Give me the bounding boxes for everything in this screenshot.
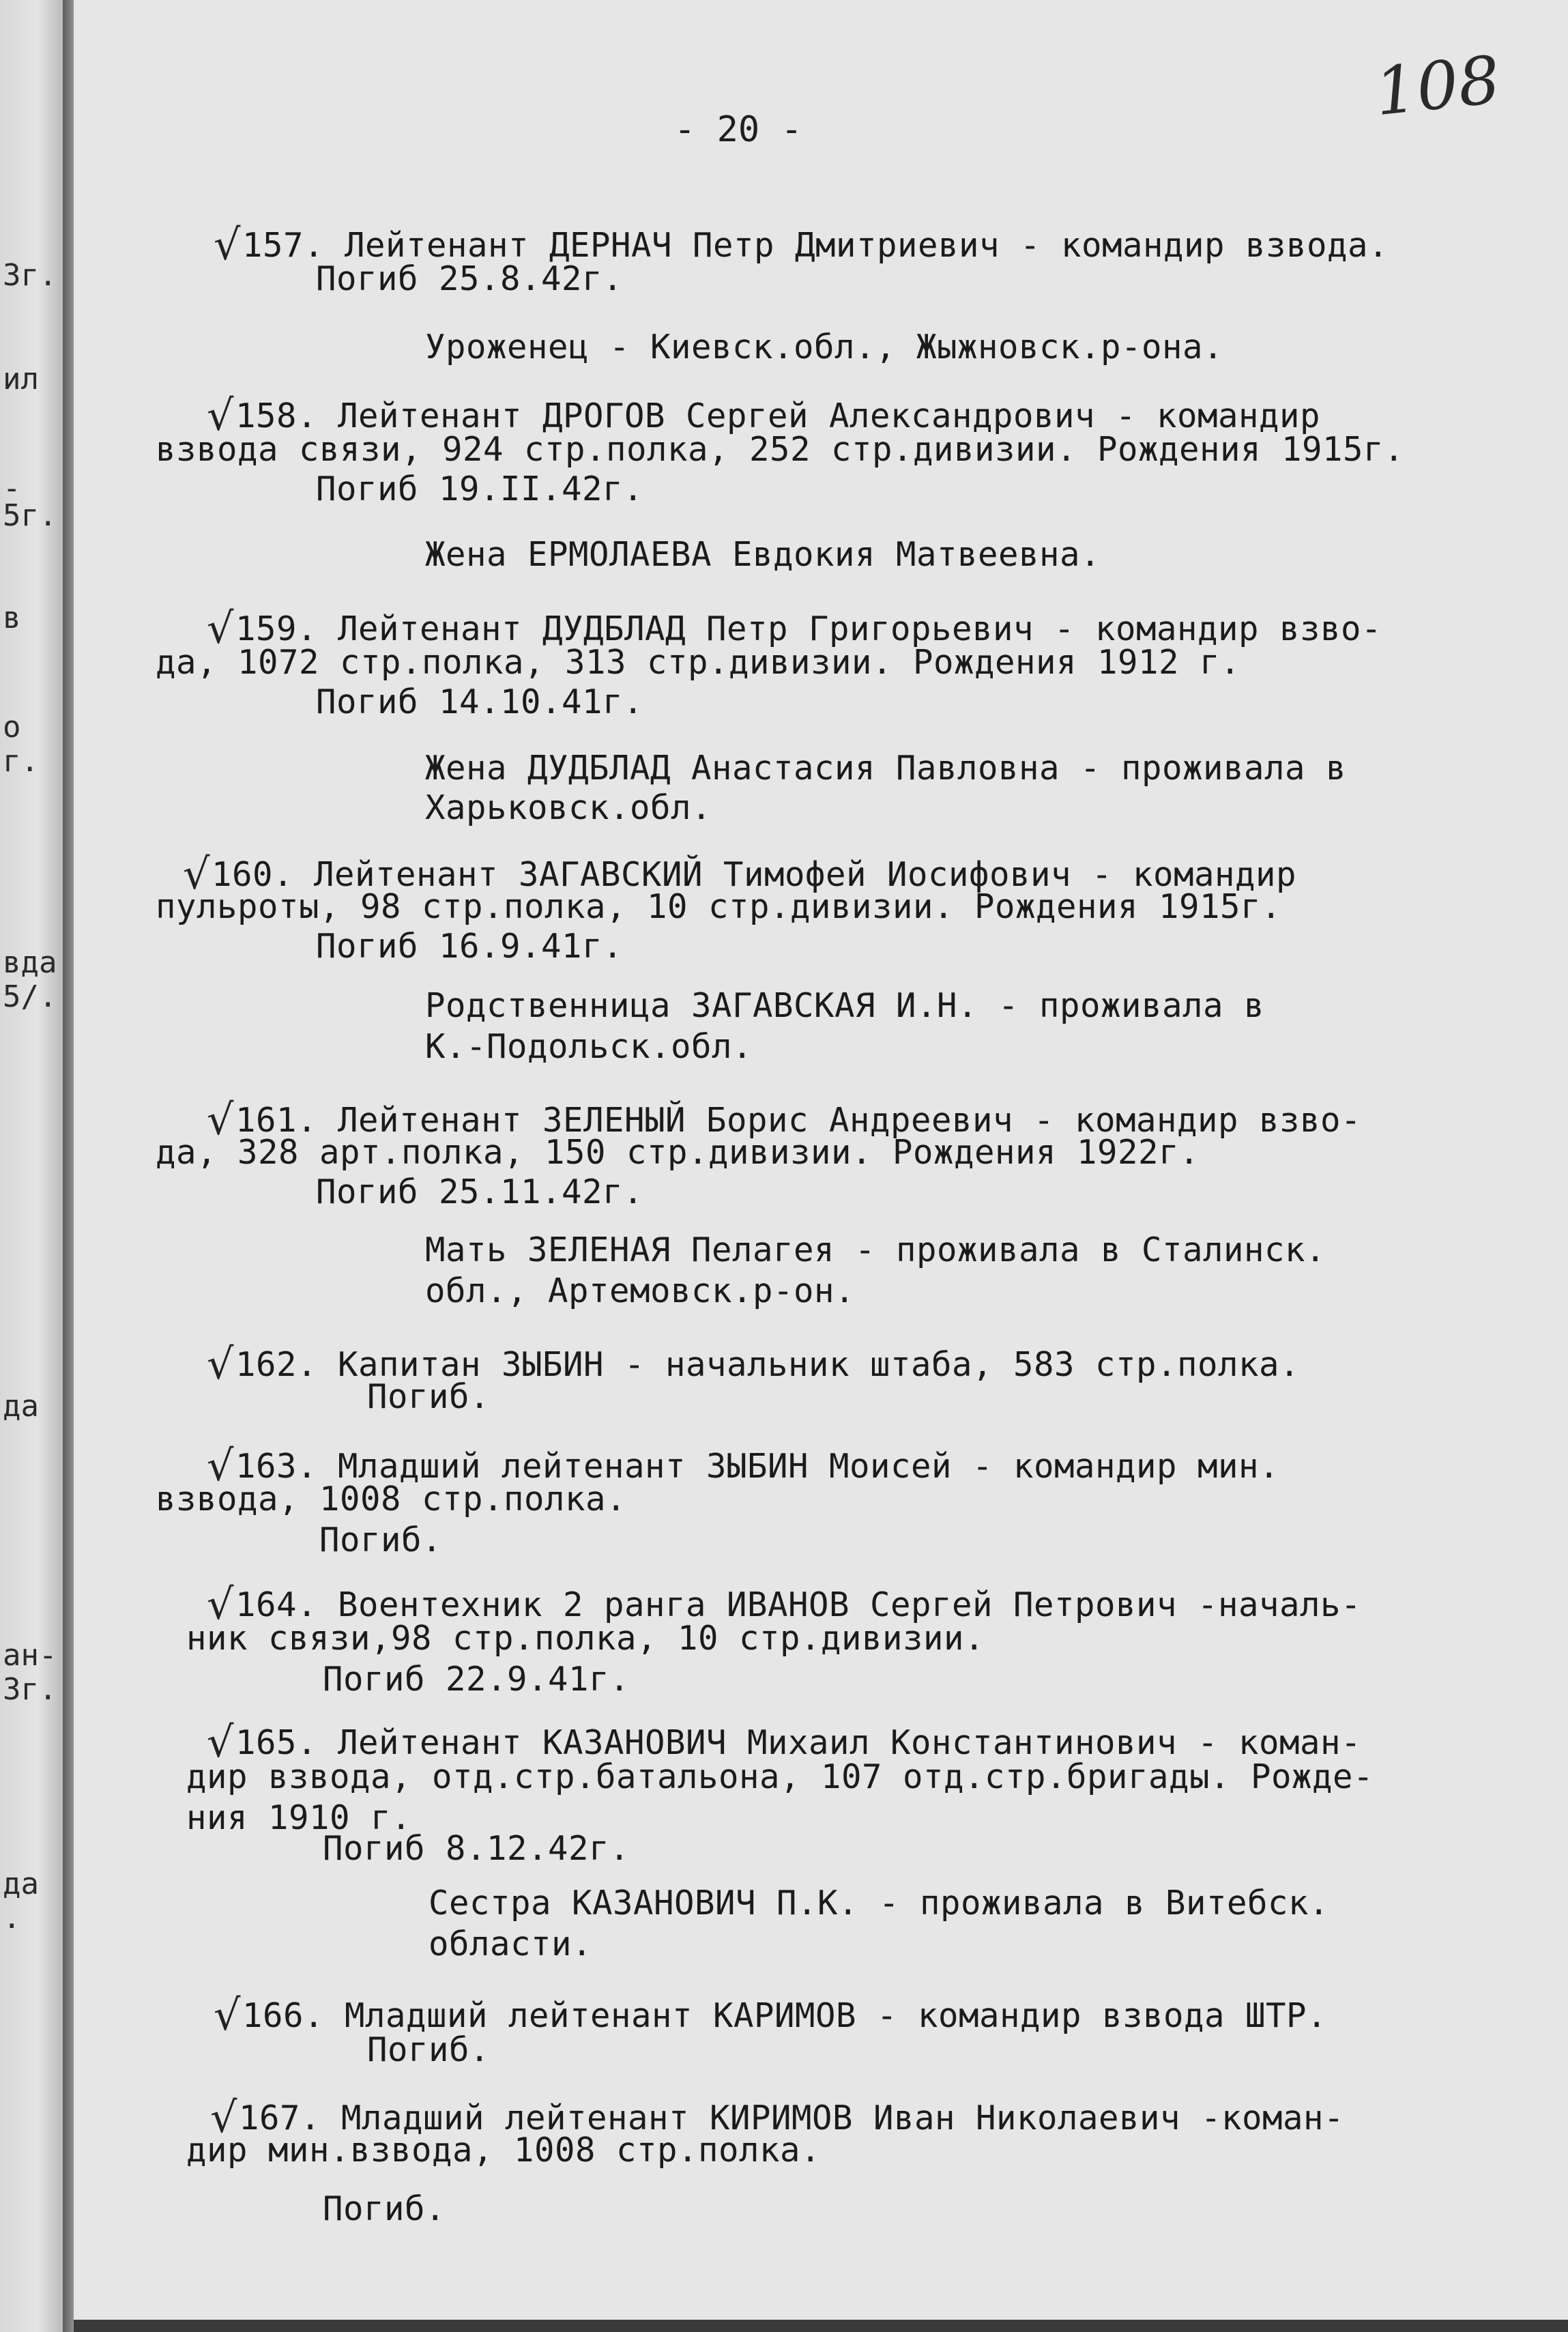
check-mark-icon: √ [214, 220, 242, 270]
entry-166-line-2: Погиб. [367, 2030, 491, 2069]
entry-160-line-3: Погиб 16.9.41г. [316, 927, 624, 966]
entry-159-note-2: Харьковск.обл. [425, 788, 712, 827]
margin-fragment: да [3, 1389, 39, 1424]
entry-157-line-2: Погиб 25.8.42г. [316, 259, 624, 298]
entry-161-note-1: Мать ЗЕЛЕНАЯ Пелагея - проживала в Сталинск. [425, 1230, 1326, 1269]
margin-fragment: 5г. [3, 498, 57, 533]
entry-161-line-3: Погиб 25.11.42г. [316, 1172, 644, 1211]
check-mark-icon: √ [207, 603, 235, 653]
entry-165-line-1: √165. Лейтенант КАЗАНОВИЧ Михаил Константинович - коман- [207, 1717, 1362, 1767]
margin-fragment: 3г. [3, 1672, 57, 1707]
margin-fragment: ан- [3, 1638, 57, 1673]
check-mark-icon: √ [214, 1990, 242, 2040]
entry-163-line-3: Погиб. [319, 1521, 443, 1559]
entry-160-note-2: К.-Подольск.обл. [425, 1027, 753, 1066]
margin-fragment: о [3, 710, 21, 745]
facing-page-edge [0, 0, 63, 2332]
check-mark-icon: √ [210, 2092, 238, 2142]
check-mark-icon: √ [207, 1441, 235, 1491]
margin-fragment: г. [3, 744, 39, 779]
margin-fragment: - [3, 471, 21, 506]
entry-157-note: Уроженец - Киевск.обл., Жыжновск.р-она. [425, 328, 1224, 366]
entry-161-line-2: да, 328 арт.полка, 150 стр.дивизии. Рождения 1922г. [156, 1133, 1200, 1172]
entry-158-note: Жена ЕРМОЛАЕВА Евдокия Матвеевна. [425, 535, 1101, 574]
entry-167-line-3: Погиб. [323, 2189, 446, 2228]
entry-164-line-2: ник связи,98 стр.полка, 10 стр.дивизии. [186, 1619, 985, 1658]
entry-163-line-2: взвода, 1008 стр.полка. [156, 1480, 627, 1518]
page-number: - 20 - [674, 109, 802, 150]
check-mark-icon: √ [207, 1579, 235, 1629]
entry-159-line-2: да, 1072 стр.полка, 313 стр.дивизии. Рождения 1912 г. [156, 643, 1241, 682]
entry-158-line-3: Погиб 19.II.42г. [316, 470, 644, 508]
entry-165-line-4: Погиб 8.12.42г. [323, 1829, 630, 1868]
entry-160-line-1: √160. Лейтенант ЗАГАВСКИЙ Тимофей Иосифович - командир [183, 849, 1297, 899]
margin-fragment: вда [3, 945, 57, 980]
entry-158-line-1: √158. Лейтенант ДРОГОВ Сергей Александрович - командир [207, 390, 1321, 440]
entry-159-line-1: √159. Лейтенант ДУДБЛАД Петр Григорьевич - командир взво- [207, 603, 1382, 653]
entry-165-line-2: дир взвода, отд.стр.батальона, 107 отд.стр.бригады. Рожде- [186, 1757, 1374, 1796]
margin-fragment: . [3, 1901, 21, 1935]
margin-fragment: да [3, 1867, 39, 1901]
entry-165-line-3: ния 1910 г. [186, 1798, 412, 1837]
entry-167-line-2: дир мин.взвода, 1008 стр.полка. [186, 2131, 822, 2170]
handwritten-folio-number: 108 [1371, 41, 1504, 131]
entry-161-line-1: √161. Лейтенант ЗЕЛЕНЫЙ Борис Андреевич - командир взво- [207, 1095, 1362, 1145]
margin-fragment: ил [3, 362, 39, 397]
check-mark-icon: √ [183, 849, 211, 899]
document-page [74, 0, 1568, 2332]
check-mark-icon: √ [207, 1339, 235, 1389]
entry-162-line-1: √162. Капитан ЗЫБИН - начальник штаба, 583 стр.полка. [207, 1339, 1301, 1389]
margin-fragment: в [3, 601, 21, 635]
entry-165-note-2: области. [429, 1925, 593, 1963]
entry-160-line-2: пульроты, 98 стр.полка, 10 стр.дивизии. Рождения 1915г. [156, 887, 1282, 926]
entry-159-line-3: Погиб 14.10.41г. [316, 682, 644, 721]
entry-161-note-2: обл., Артемовск.р-он. [425, 1271, 856, 1310]
entry-160-note-1: Родственница ЗАГАВСКАЯ И.Н. - проживала в [425, 986, 1265, 1025]
entry-165-note-1: Сестра КАЗАНОВИЧ П.К. - проживала в Витебск. [429, 1884, 1330, 1923]
entry-164-line-3: Погиб 22.9.41г. [323, 1660, 630, 1699]
check-mark-icon: √ [207, 1717, 235, 1767]
entry-167-line-1: √167. Младший лейтенант КИРИМОВ Иван Николаевич -коман- [210, 2092, 1345, 2142]
entry-166-line-1: √166. Младший лейтенант КАРИМОВ - командир взвода ШТР. [214, 1990, 1328, 2040]
check-mark-icon: √ [207, 1095, 235, 1145]
entry-158-line-2: взвода связи, 924 стр.полка, 252 стр.дивизии. Рождения 1915г. [156, 430, 1405, 469]
entry-164-line-1: √164. Воентехник 2 ранга ИВАНОВ Сергей Петрович -началь- [207, 1579, 1362, 1629]
entry-163-line-1: √163. Младший лейтенант ЗЫБИН Моисей - командир мин. [207, 1441, 1280, 1491]
margin-fragment: 5/. [3, 979, 57, 1014]
entry-162-line-2: Погиб. [367, 1377, 491, 1416]
check-mark-icon: √ [207, 390, 235, 440]
margin-fragment: 3г. [3, 258, 57, 293]
entry-157-line-1: √157. Лейтенант ДЕРНАЧ Петр Дмитриевич - командир взвода. [214, 220, 1389, 270]
entry-159-note-1: Жена ДУДБЛАД Анастасия Павловна - проживала в [425, 749, 1347, 788]
